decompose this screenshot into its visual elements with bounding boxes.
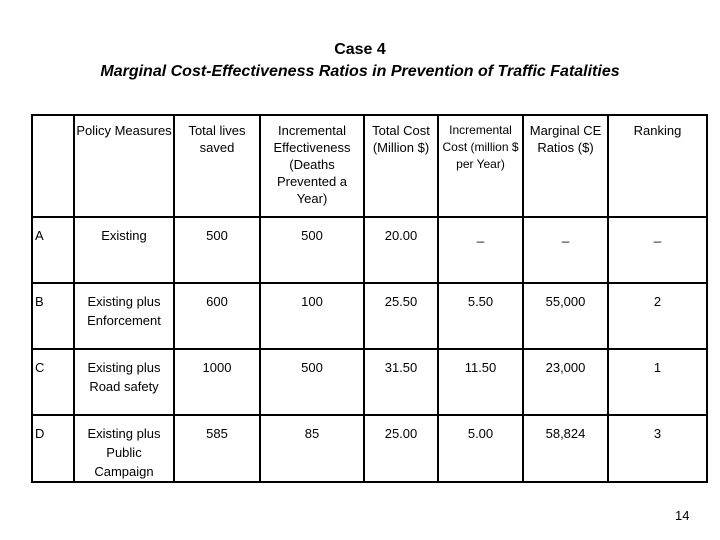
header-cell-incremental-effectiveness: Incremental Effectiveness (Deaths Prevented a Year) xyxy=(260,115,364,217)
table-cell: _ xyxy=(523,217,608,283)
table-cell: 2 xyxy=(608,283,707,349)
header-cell-ranking: Ranking xyxy=(608,115,707,217)
table-row xyxy=(32,283,707,349)
table-cell: 23,000 xyxy=(523,349,608,415)
header-cell-marginal-ce-ratios: Marginal CE Ratios ($) xyxy=(523,115,608,217)
table-cell: A xyxy=(32,217,74,283)
table-header-row xyxy=(32,115,707,217)
table-cell: 5.00 xyxy=(438,415,523,482)
table-cell: 55,000 xyxy=(523,283,608,349)
table-cell: Existing plus Public Campaign xyxy=(74,415,174,482)
table-cell: C xyxy=(32,349,74,415)
table-cell: 100 xyxy=(260,283,364,349)
table-row xyxy=(32,415,707,482)
table-row xyxy=(32,349,707,415)
header-cell-total-lives-saved: Total lives saved xyxy=(174,115,260,217)
table-cell: 500 xyxy=(260,349,364,415)
table-cell: 585 xyxy=(174,415,260,482)
header-cell-row-label xyxy=(32,115,74,217)
table-cell: 1 xyxy=(608,349,707,415)
header-cell-incremental-cost: Incremental Cost (million $ per Year) xyxy=(438,115,523,217)
table-cell: D xyxy=(32,415,74,482)
table-cell: 3 xyxy=(608,415,707,482)
table-cell: B xyxy=(32,283,74,349)
table-cell: Existing xyxy=(74,217,174,283)
table-cell: 500 xyxy=(174,217,260,283)
table-cell: 600 xyxy=(174,283,260,349)
table-cell: 11.50 xyxy=(438,349,523,415)
slide-subtitle: Marginal Cost-Effectiveness Ratios in Prevention of Traffic Fatalities xyxy=(100,63,620,80)
table-cell: Existing plus Enforcement xyxy=(74,283,174,349)
table-cell: _ xyxy=(438,217,523,283)
table-cell: 85 xyxy=(260,415,364,482)
table-cell: 25.00 xyxy=(364,415,438,482)
table-cell: Existing plus Road safety xyxy=(74,349,174,415)
slide-title: Case 4 xyxy=(334,41,386,58)
header-cell-policy-measures: Policy Measures xyxy=(74,115,174,217)
table-cell: 25.50 xyxy=(364,283,438,349)
header-cell-total-cost: Total Cost (Million $) xyxy=(364,115,438,217)
table-row xyxy=(32,217,707,283)
table-cell: _ xyxy=(608,217,707,283)
table-cell: 1000 xyxy=(174,349,260,415)
table-cell: 31.50 xyxy=(364,349,438,415)
ce-ratio-table xyxy=(31,114,708,483)
table-cell: 20.00 xyxy=(364,217,438,283)
page-number: 14 xyxy=(675,508,690,523)
table-cell: 5.50 xyxy=(438,283,523,349)
table-cell: 58,824 xyxy=(523,415,608,482)
table-cell: 500 xyxy=(260,217,364,283)
